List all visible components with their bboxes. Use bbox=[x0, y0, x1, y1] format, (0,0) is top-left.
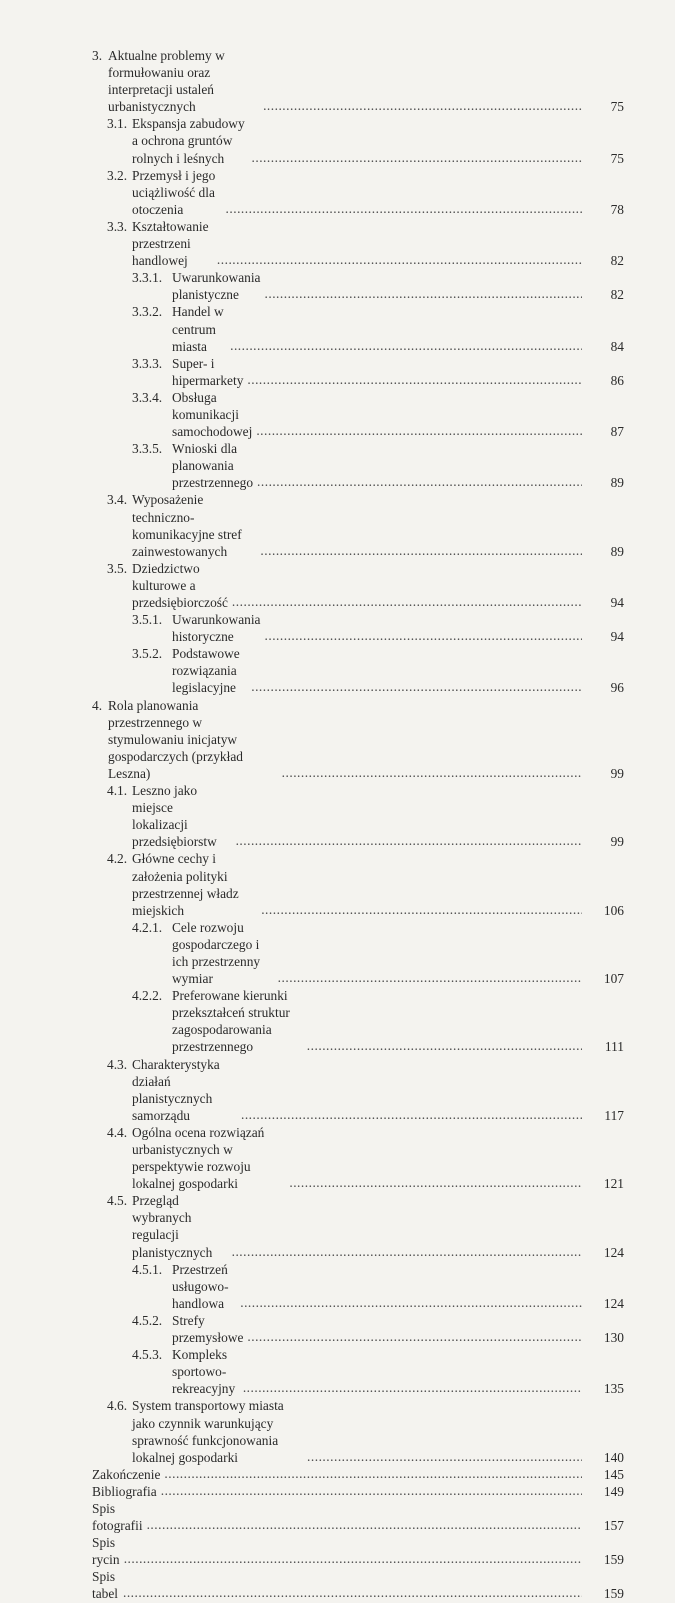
toc-entry-title: System transportowy miasta jako czynnik warunkujący sprawność funkcjonowania lokalnej gospodarki bbox=[132, 1398, 284, 1465]
toc-entry bbox=[92, 987, 624, 1055]
toc-entry-title: Ogólna ocena rozwiązań urbanistycznych w perspektywie rozwoju lokalnej gospodarki bbox=[132, 1124, 265, 1192]
toc-entry-number: 4.5. bbox=[107, 1193, 128, 1209]
toc-entry-number: 4.5.1. bbox=[132, 1261, 163, 1277]
toc-entry-page: 107 bbox=[603, 971, 624, 987]
toc-entry-number: 3.3. bbox=[107, 218, 128, 234]
toc-entry bbox=[92, 611, 624, 645]
dot-leader bbox=[278, 969, 582, 986]
toc-entry bbox=[92, 850, 624, 918]
toc-entry bbox=[92, 389, 624, 440]
toc-entry-title: Przemysł i jego uciążliwość dla otoczenia bbox=[132, 167, 216, 217]
toc-entry-title: Przestrzeń usługowo-handlowa bbox=[172, 1261, 229, 1311]
dot-leader bbox=[263, 97, 582, 114]
dot-leader bbox=[243, 1379, 582, 1396]
dot-leader bbox=[260, 542, 582, 559]
toc-entry bbox=[92, 1466, 624, 1483]
toc-entry-number: 3.3.5. bbox=[132, 441, 163, 457]
toc-entry-title: Kompleks sportowo-rekreacyjny bbox=[172, 1347, 236, 1397]
toc-entry-number: 3.5.2. bbox=[132, 646, 163, 662]
toc-entry-page: 86 bbox=[610, 372, 624, 388]
toc-entry-page: 140 bbox=[603, 1449, 624, 1465]
toc-entry-page: 75 bbox=[610, 99, 624, 115]
toc-entry-page: 94 bbox=[610, 595, 624, 610]
toc-entry-page: 159 bbox=[603, 1586, 624, 1602]
toc-entry-page: 99 bbox=[610, 765, 624, 781]
toc-entry bbox=[92, 1568, 624, 1602]
toc-entry bbox=[92, 1312, 624, 1346]
toc-entry-page: 84 bbox=[610, 338, 624, 354]
toc-entry-title: Cele rozwoju gospodarczego i ich przestrzenny wymiar bbox=[172, 919, 261, 987]
table-of-contents bbox=[92, 47, 624, 1603]
toc-entry-page: 130 bbox=[603, 1330, 624, 1346]
toc-entry-title: Leszno jako miejsce lokalizacji przedsiębiorstw bbox=[132, 783, 217, 850]
toc-entry-page: 124 bbox=[603, 1295, 624, 1311]
toc-entry-page: 135 bbox=[603, 1381, 624, 1397]
dot-leader bbox=[282, 764, 582, 781]
toc-entry bbox=[92, 1346, 624, 1397]
dot-leader bbox=[307, 1448, 582, 1465]
toc-entry-title: Handel w centrum miasta bbox=[172, 304, 224, 354]
toc-entry-title: Spis fotografii bbox=[92, 1500, 143, 1534]
toc-entry-title: Charakterystyka działań planistycznych samorządu bbox=[132, 1056, 220, 1123]
toc-entry bbox=[92, 218, 624, 269]
toc-entry-title: Dziedzictwo kulturowe a przedsiębiorczość bbox=[132, 560, 228, 610]
toc-entry bbox=[92, 1500, 624, 1534]
toc-entry-page: 121 bbox=[603, 1176, 624, 1192]
dot-leader bbox=[161, 1482, 582, 1499]
dot-leader bbox=[230, 337, 582, 354]
dot-leader bbox=[164, 1465, 582, 1482]
toc-entry-title: Wyposażenie techniczno-komunikacyjne stref zainwestowanych bbox=[132, 492, 242, 559]
toc-entry bbox=[92, 1124, 624, 1192]
toc-entry-title: Preferowane kierunki przekształceń struktur zagospodarowania przestrzennego bbox=[172, 988, 290, 1055]
toc-entry-title: Spis rycin bbox=[92, 1535, 120, 1568]
dot-leader bbox=[265, 285, 583, 302]
toc-entry-number: 4.3. bbox=[107, 1056, 128, 1072]
dot-leader bbox=[289, 1174, 582, 1191]
toc-entry-page: 89 bbox=[610, 543, 624, 559]
dot-leader bbox=[124, 1550, 582, 1567]
dot-leader bbox=[241, 1106, 582, 1123]
toc-entry-number: 3.3.1. bbox=[132, 270, 163, 286]
toc-entry-number: 3.3.4. bbox=[132, 389, 163, 405]
toc-entry bbox=[92, 697, 624, 782]
toc-entry bbox=[92, 1534, 624, 1568]
toc-entry-title: Obsługa komunikacji samochodowej bbox=[172, 389, 253, 440]
toc-entry-page: 117 bbox=[604, 1107, 624, 1123]
toc-entry-number: 3.5. bbox=[107, 560, 128, 576]
toc-entry-title: Główne cechy i założenia polityki przestrzennej władz miejskich bbox=[132, 851, 239, 918]
toc-entry-page: 124 bbox=[603, 1244, 624, 1260]
toc-entry bbox=[92, 491, 624, 559]
toc-entry-number: 4.4. bbox=[107, 1124, 128, 1140]
toc-entry-number: 4.1. bbox=[107, 783, 128, 799]
toc-entry bbox=[92, 1261, 624, 1312]
toc-entry bbox=[92, 115, 624, 166]
toc-entry-title: Strefy przemysłowe bbox=[172, 1312, 244, 1346]
toc-entry bbox=[92, 919, 624, 987]
toc-entry-number: 3. bbox=[92, 48, 103, 63]
toc-entry-page: 157 bbox=[603, 1518, 624, 1534]
toc-entry-number: 3.2. bbox=[107, 167, 128, 183]
toc-entry bbox=[92, 1192, 624, 1260]
dot-leader bbox=[256, 422, 582, 439]
toc-entry bbox=[92, 645, 624, 696]
toc-entry-title: Uwarunkowania planistyczne bbox=[172, 270, 261, 303]
toc-entry-page: 82 bbox=[610, 253, 624, 269]
toc-entry-number: 4.2. bbox=[107, 851, 128, 867]
toc-entry bbox=[92, 269, 624, 303]
toc-entry-page: 106 bbox=[603, 902, 624, 918]
dot-leader bbox=[240, 1294, 582, 1311]
dot-leader bbox=[247, 371, 582, 388]
toc-entry bbox=[92, 303, 624, 354]
toc-entry-title: Kształtowanie przestrzeni handlowej bbox=[132, 218, 209, 269]
toc-entry bbox=[92, 167, 624, 218]
toc-entry-page: 78 bbox=[610, 201, 624, 217]
dot-leader bbox=[236, 832, 582, 849]
toc-entry bbox=[92, 440, 624, 491]
toc-entry-number: 3.3.3. bbox=[132, 355, 163, 371]
toc-entry-page: 96 bbox=[610, 680, 624, 696]
toc-entry-title: Bibliografia bbox=[92, 1483, 157, 1499]
toc-entry-page: 145 bbox=[603, 1466, 624, 1482]
toc-entry-title: Rola planowania przestrzennego w stymulowaniu inicjatyw gospodarczych (przykład Leszna) bbox=[108, 697, 243, 781]
toc-entry-title: Ekspansja zabudowy a ochrona gruntów rolnych i leśnych bbox=[132, 116, 245, 166]
dot-leader bbox=[247, 1328, 582, 1345]
toc-entry bbox=[92, 782, 624, 850]
toc-entry-title: Spis tabel bbox=[92, 1569, 119, 1602]
toc-entry-title: Aktualne problemy w formułowaniu oraz interpretacji ustaleń urbanistycznych bbox=[108, 48, 225, 115]
toc-entry-title: Wnioski dla planowania przestrzennego bbox=[172, 441, 254, 491]
toc-entry-number: 3.1. bbox=[107, 116, 128, 132]
toc-entry-number: 3.4. bbox=[107, 492, 128, 508]
dot-leader bbox=[251, 678, 582, 695]
dot-leader bbox=[123, 1584, 582, 1601]
toc-entry-title: Przegląd wybranych regulacji planistycznych bbox=[132, 1193, 213, 1260]
toc-entry-number: 4. bbox=[92, 697, 103, 713]
toc-entry-number: 3.3.2. bbox=[132, 304, 163, 320]
dot-leader bbox=[232, 593, 582, 610]
dot-leader bbox=[217, 251, 582, 268]
toc-entry-page: 111 bbox=[604, 1039, 624, 1055]
toc-entry-title: Uwarunkowania historyczne bbox=[172, 612, 261, 645]
toc-entry-page: 159 bbox=[603, 1552, 624, 1568]
toc-entry-title: Podstawowe rozwiązania legislacyjne bbox=[172, 646, 240, 696]
toc-entry bbox=[92, 1397, 624, 1465]
dot-leader bbox=[252, 149, 582, 166]
dot-leader bbox=[265, 627, 583, 644]
dot-leader bbox=[257, 473, 582, 490]
toc-entry-number: 4.2.1. bbox=[132, 919, 163, 935]
dot-leader bbox=[226, 200, 582, 217]
dot-leader bbox=[261, 901, 582, 918]
toc-entry bbox=[92, 1483, 624, 1500]
toc-entry-page: 75 bbox=[610, 150, 624, 166]
dot-leader bbox=[147, 1516, 582, 1533]
toc-entry bbox=[92, 1056, 624, 1124]
toc-entry-number: 3.5.1. bbox=[132, 612, 163, 628]
toc-entry-page: 94 bbox=[610, 629, 624, 645]
toc-entry bbox=[92, 355, 624, 389]
toc-entry-title: Zakończenie bbox=[92, 1466, 161, 1482]
dot-leader bbox=[307, 1037, 582, 1054]
toc-entry bbox=[92, 560, 624, 611]
toc-entry-page: 89 bbox=[610, 475, 624, 491]
toc-entry-page: 149 bbox=[603, 1483, 624, 1499]
toc-entry-page: 82 bbox=[610, 287, 624, 303]
dot-leader bbox=[232, 1243, 582, 1260]
toc-entry-number: 4.2.2. bbox=[132, 988, 163, 1004]
toc-entry-number: 4.5.3. bbox=[132, 1347, 163, 1363]
toc-entry bbox=[92, 47, 624, 115]
toc-entry-number: 4.6. bbox=[107, 1398, 128, 1414]
toc-entry-number: 4.5.2. bbox=[132, 1312, 163, 1328]
toc-entry-page: 87 bbox=[610, 424, 624, 440]
toc-entry-title: Super- i hipermarkety bbox=[172, 355, 244, 388]
toc-entry-page: 99 bbox=[610, 834, 624, 850]
